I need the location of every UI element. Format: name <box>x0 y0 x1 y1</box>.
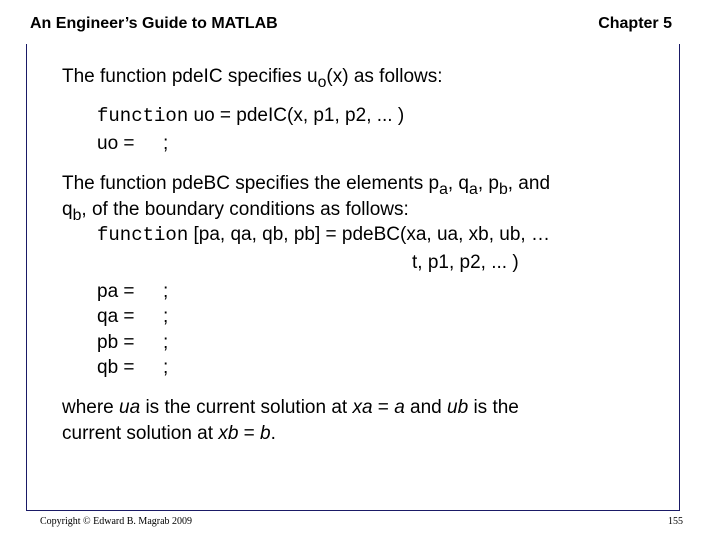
intro-line: The function pdeIC specifies $u_o(x)$ as follows: <box>62 66 443 91</box>
bc-intro-line2: $q_b$, of the boundary conditions as follows: <box>62 199 409 224</box>
header-chapter: Chapter 5 <box>598 15 672 32</box>
bc-lhs-pb: pb = <box>97 332 135 353</box>
ic-lhs: uo = <box>97 133 135 154</box>
bc-signature: [pa, qa, qb, pb] = pdeBC(xa, ua, xb, ub, … <box>188 224 550 245</box>
bc-code-line <box>97 224 550 246</box>
ic-rhs: ; <box>163 133 169 154</box>
bc-code-continuation: t, p1, p2, ... ) <box>412 252 519 273</box>
bc-rhs-qa: ; <box>163 306 169 327</box>
closing-line1: where ua is the current solution at xa = a and ub is the <box>62 397 519 418</box>
closing-line2: current solution at xb = b. <box>62 423 276 444</box>
intro-sub: o <box>317 73 327 91</box>
bc-lhs-pa: pa = <box>97 281 135 302</box>
ic-keyword: function <box>97 105 189 127</box>
bc-rhs-qb: ; <box>163 357 169 378</box>
bc-lhs-qa: qa = <box>97 306 135 327</box>
footer-page-number: 155 <box>668 516 683 527</box>
header-title: An Engineer’s Guide to MATLAB <box>30 15 278 32</box>
bc-keyword: function <box>97 224 189 246</box>
bc-rhs-pb: ; <box>163 332 169 353</box>
bc-lhs-qb: qb = <box>97 357 135 378</box>
bc-rhs-pa: ; <box>163 281 169 302</box>
ic-signature: uo = pdeIC(x, p1, p2, ... ) <box>188 105 405 126</box>
footer-copyright: Copyright © Edward B. Magrab 2009 <box>40 516 193 527</box>
bc-intro-line1: The function pdeBC specifies the elements $p_a$, $q_a$, $p_b$, and <box>62 173 551 198</box>
ic-code-line <box>97 105 404 127</box>
